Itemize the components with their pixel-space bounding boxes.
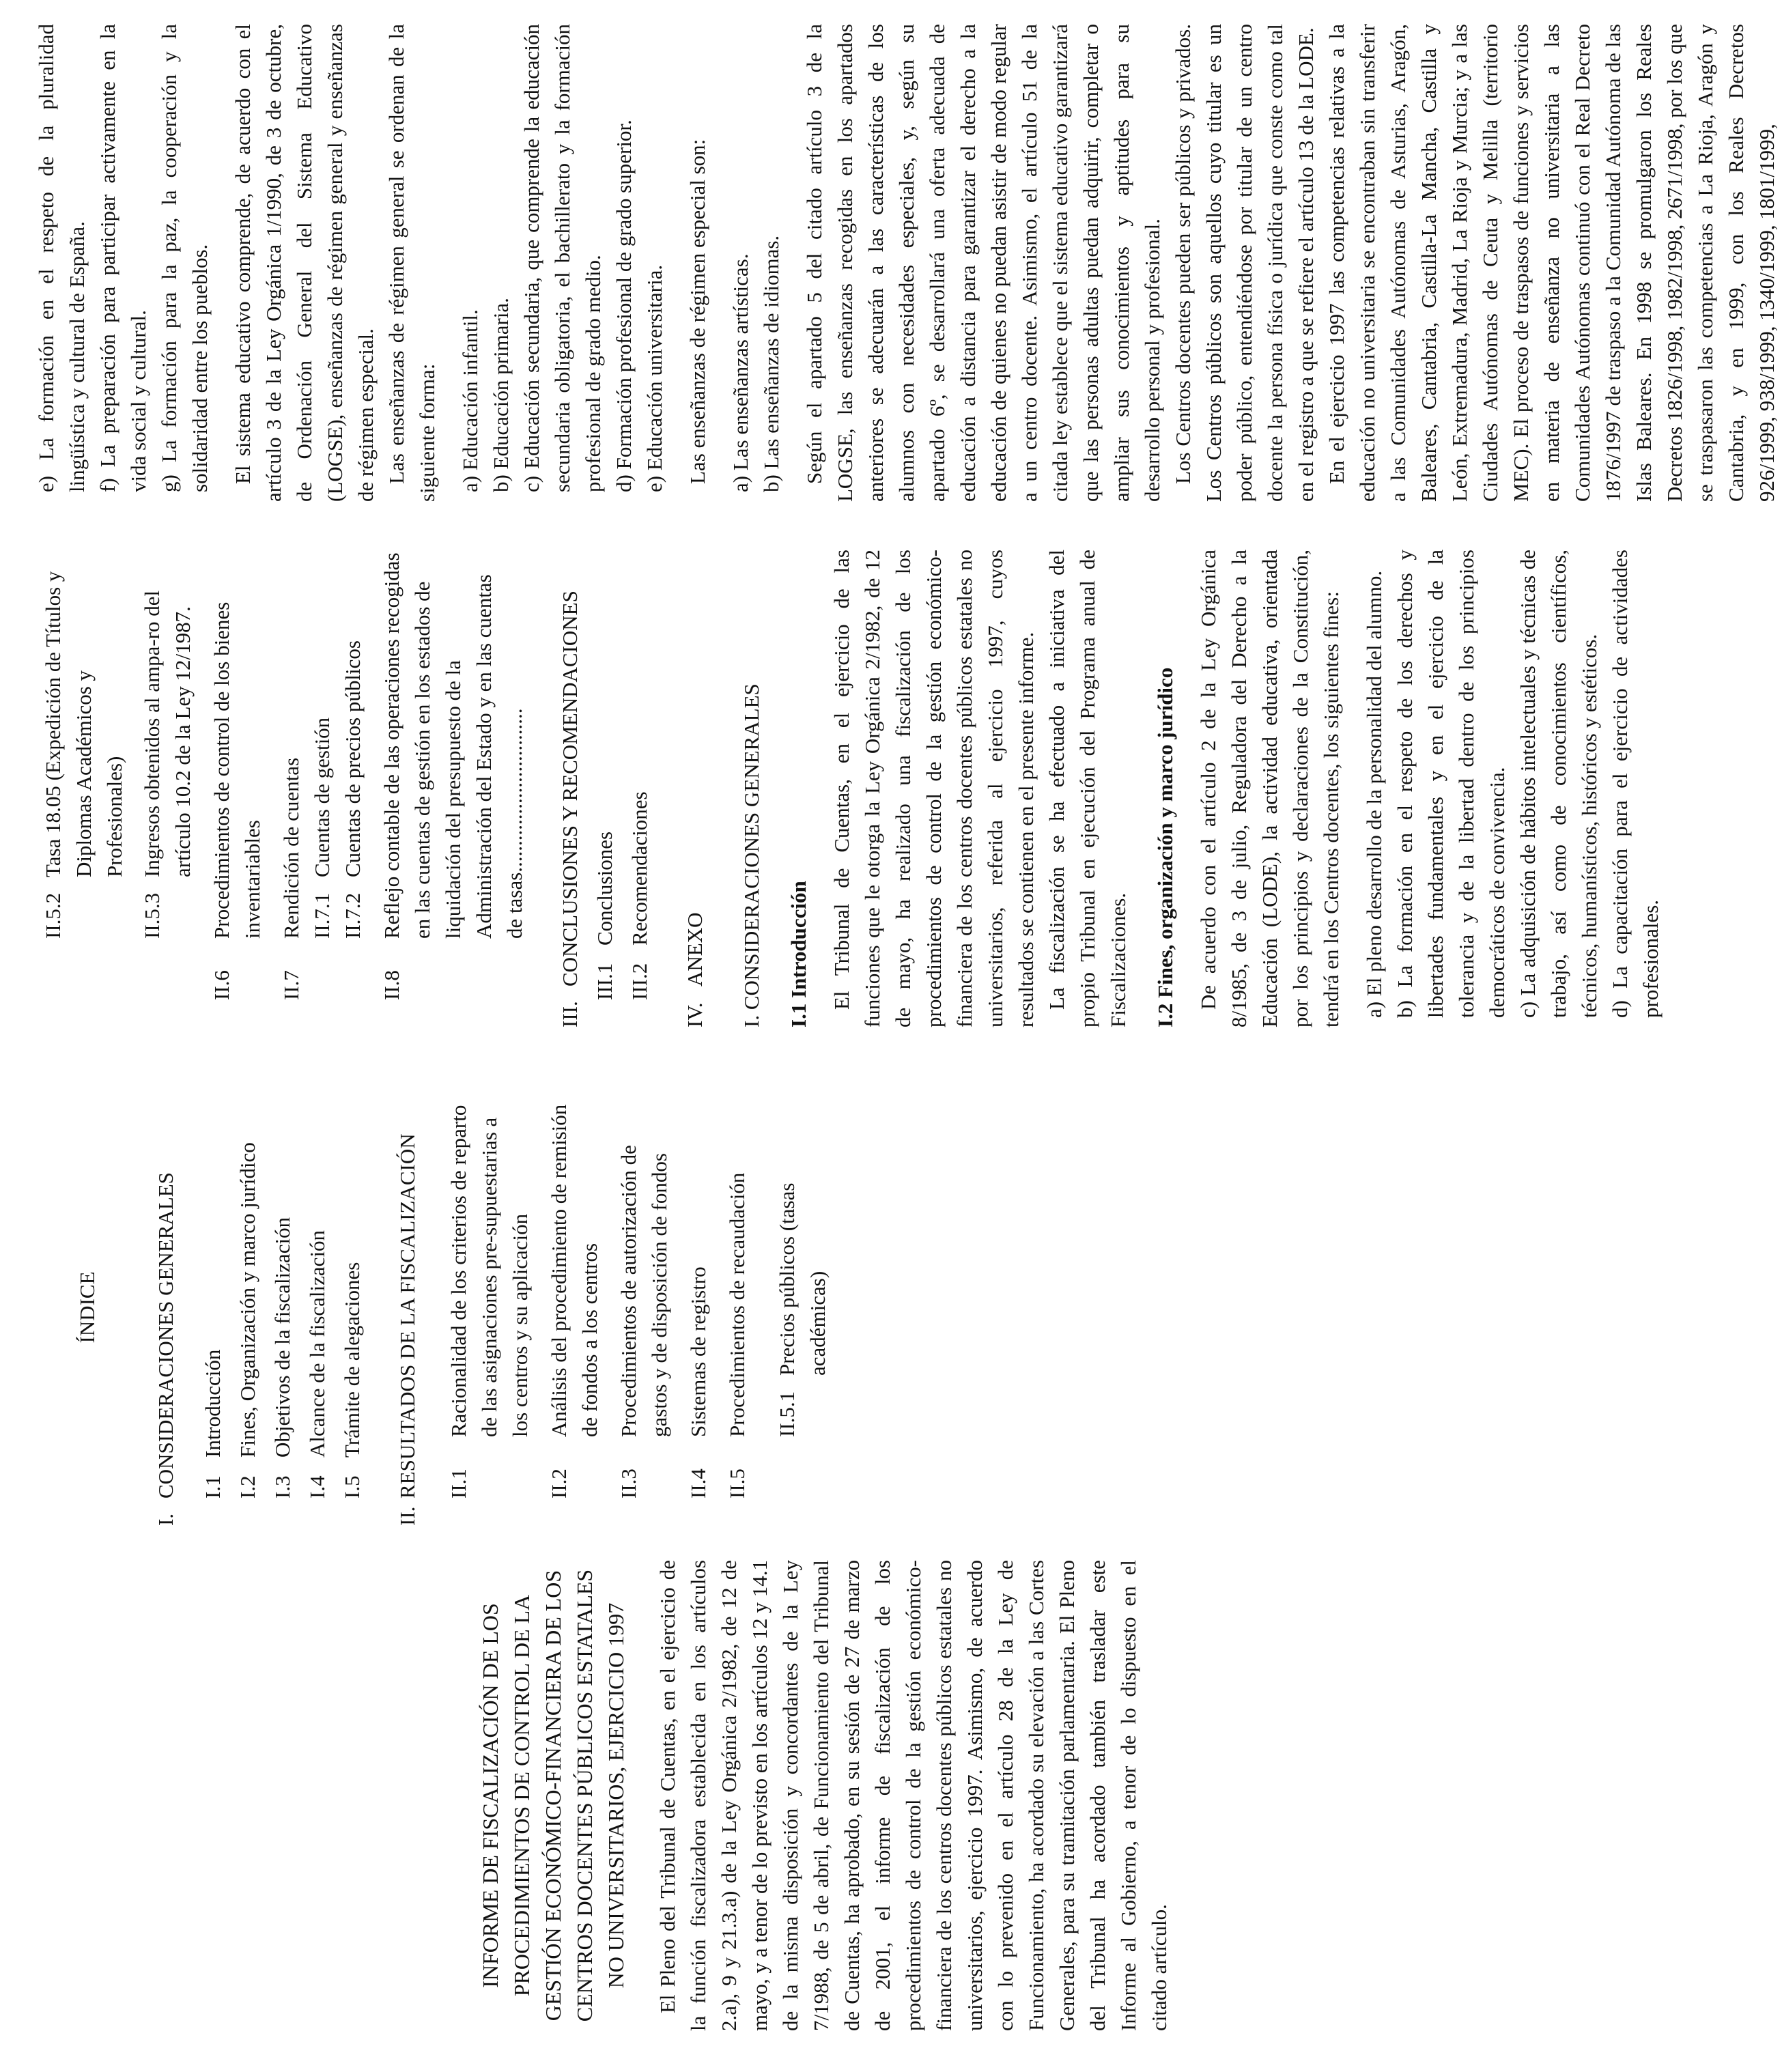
index-label: Análisis del procedimiento de remisión de fondos a los centros [547,1104,602,1437]
body-paragraph: En el ejercicio 1997 las competencias relativas a la educación no universitaria se encontraban sin transferir a las Comunidades Autónomas de Asturias, Aragón, Baleares, Cantabria, Castilla-La Mancha, Castilla y León, Extremadura, Madrid, La Rioja y Murcia; y a las Ciudades Autónomas de Ceuta y Melilla (territorio MEC). El proceso de traspasos de funciones y servicios en materia de enseñanza no universitaria a las Comunidades Autónomas continuó con el Real Decreto 1876/1997 de traspaso a la Comunidad Autónoma de las Islas Baleares. En 1998 se promulgaron los Reales Decretos 1826/1998, 1982/1998, 2671/1998, por los que se traspasaron las competencias a La Rioja, Aragón y Cantabria, y en 1999, con los Reales Decretos 926/1999, 938/1999, 1340/1999, 1801/1999, [1325,23,1779,502]
index-label: Procedimientos de autorización de gastos y de disposición de fondos [617,1145,671,1437]
index-item [276,550,307,1027]
list-item: d) Formación profesional de grado superior. [612,119,636,492]
index-item [302,1089,333,1526]
index-label: Trámite de alegaciones [340,1262,364,1458]
index-label: Rendición de cuentas [279,757,303,939]
index-num: II.8 [380,970,404,1000]
body-paragraph: Según el apartado 5 del citado artículo 3 de la LOGSE, las enseñanzas recogidas en los apartados anteriores se adecuarán a las características de los alumnos con necesidades especiales, y, según su apartado 6º, se desarrollará una oferta adecuada de educación a distancia para garantizar el derecho a la educación de quienes no puedan asistir de modo regular a un centro docente. Asimismo, el artículo 51 de la citada ley establece que el sistema educativo garantizará que las personas adultas puedan adquirir, completar o ampliar sus conocimientos y aptitudes para su desarrollo personal y profesional. [802,24,1164,502]
index-label: Alcance de la fiscalización [305,1230,329,1458]
index-subitem [337,550,368,1027]
index-subitem [137,550,198,1027]
index-item [267,1089,298,1526]
index-label: Cuentas de precios públicos [341,640,365,877]
list-item: e) La formación en el respeto de la pluralidad lingüística y cultural de España. [34,24,89,492]
list-item: d) La capacitación para el ejercicio de actividades profesionales. [1608,550,1663,1018]
index-label: Reflejo contable de las operaciones recogidas en las cuentas de gestión en los estados de liquidación del presupuesto de la Administración del Estado y en las cuentas de tasas............................... [380,552,526,939]
index-num: II.1 [447,1468,470,1499]
report-title: INFORME DE FISCALIZACIÓN DE LOS PROCEDIMIENTOS DE CONTROL DE LA GESTIÓN ECONÓMICO-FINANCIERA DE LOS CENTROS DOCENTES PÚBLICOS ESTATALES NO UNIVERSITARIOS, EJERCICIO 1997 [478,1569,628,2022]
index-item [376,550,530,1027]
intro-paragraph: El Pleno del Tribunal de Cuentas, en el ejercicio de la función fiscalizadora establecida en los artículos 2.a), 9 y 21.3.a) de la Ley Orgánica 2/1982, de 12 de mayo, y a tenor de lo previsto en los artículos 12 y 14.1 de la misma disposición y concordantes de la Ley 7/1988, de 5 de abril, de Funcionamiento del Tribunal de Cuentas, ha aprobado, en su sesión de 27 de marzo de 2001, el informe de fiscalización de los procedimientos de control de la gestión económico-financiera de los centros docentes públicos estatales no universitarios, ejercicio 1997. Asimismo, de acuerdo con lo prevenido en el artículo 28 de la Ley de Funcionamiento, ha acordado su elevación a las Cortes Generales, para su tramitación parlamentaria. El Pleno del Tribunal ha acordado también trasladar este Informe al Gobierno, a tenor de lo dispuesto en el citado artículo. [655,1560,1171,2031]
index-label: Precios públicos (tasas académicas) [775,1182,830,1376]
index-num: II.2 [547,1468,571,1499]
index-column [31,1089,1553,1526]
index-item [722,1089,752,1526]
index-item [624,550,655,1027]
index-section-2 [392,1089,423,1526]
index-item [232,1089,263,1526]
list-item: e) Educación universitaria. [642,264,666,492]
index-item [206,550,268,1027]
index-subitem [38,550,130,1027]
body-paragraph: Las enseñanzas de régimen especial son: [685,139,709,484]
index-num: I.3 [270,1475,294,1499]
index-label: Cuentas de gestión [310,717,334,877]
list-item: a) Educación infantil. [458,309,482,492]
index-section-4 [679,550,710,1027]
body-paragraph: La fiscalización se ha efectuado a iniciativa del propio Tribunal en ejecución del Programa anual de Fiscalizaciones. [1045,550,1130,1027]
index-section-1 [150,1089,181,1526]
body-paragraph: Los Centros docentes pueden ser públicos y privados. Los Centros públicos son aquellos cuyo titular es un poder público, entendiéndose por titular de un centro docente la persona física o jurídica que conste como tal en el registro a que se refiere el artículo 13 de la LODE. [1171,24,1318,502]
index-num: II.7.2 [341,892,365,939]
index-label: Introducción [201,1349,225,1458]
list-item: c) La adquisición de hábitos intelectuales y técnicas de trabajo, así como de conocimientos científicos, técnicos, humanísticos, históricos y estéticos. [1516,550,1601,1018]
index-num: II.7 [279,970,303,1000]
index-label: ANEXO [683,912,707,987]
index-num: III.2 [627,963,651,1000]
index-num: I.4 [305,1475,329,1499]
index-label: Sistemas de registro [686,1266,710,1437]
index-label: Fines, Organización y marco jurídico [236,1142,259,1458]
index-num: II.5.2 [41,892,65,939]
index-label: Tasa 18.05 (Expedición de Títulos y Diplomas Académicos y Profesionales) [41,571,126,877]
index-item [543,1089,605,1526]
list-item: b) La formación en el respeto de los derechos y libertades fundamentales y en el ejercicio de la tolerancia y de la libertad dentro de los principios democráticos de convivencia. [1393,550,1509,1018]
subsection-heading: I.2 Fines, organización y marco jurídico [1153,667,1177,1027]
index-subitem [307,550,337,1027]
index-num: II.7.1 [310,892,334,939]
index-section-3 [554,550,585,1027]
index-num: III.1 [593,963,617,1000]
index-num: II.5.3 [140,892,164,939]
index-label: CONSIDERACIONES GENERALES [154,1172,178,1499]
index-item [613,1089,675,1526]
index-num: I.5 [340,1475,364,1499]
index-title: ÍNDICE [75,1271,99,1344]
index-label: Objetivos de la fiscalización [270,1217,294,1458]
body-paragraph: El sistema educativo comprende, de acuerdo con el artículo 3 de la Ley Orgánica 1/1990, de 3 de octubre, de Ordenación General del Sistema Educativo (LOGSE), enseñanzas de régimen general y enseñanzas de régimen especial. [231,24,378,502]
list-item: g) La formación para la paz, la cooperación y la solidaridad entre los pueblos. [157,24,212,492]
index-label: Procedimientos de control de los bienes inventariables [210,601,264,939]
subsection-heading: I.1 Introducción [787,881,810,1027]
list-item: b) Las enseñanzas de idiomas. [759,235,783,492]
body-paragraph: De acuerdo con el artículo 2 de la Ley Orgánica 8/1985, de 3 de julio, Reguladora del Derecho a la Educación (LODE), la actividad educativa, orientada por los principios y declaraciones de la Constitución, tendrá en los Centros docentes, los siguientes fines: [1196,550,1343,1027]
list-item: f) La preparación para participar activamente en la vida social y cultural. [96,24,150,492]
list-item: a) El pleno desarrollo de la personalidad del alumno. [1362,570,1386,1018]
index-num: II. [395,1506,419,1526]
list-item: a) Las enseñanzas artísticas. [729,253,752,492]
index-num: II.5.1 [775,1391,799,1437]
index-num: III. [558,1001,582,1027]
index-num: I. [154,1513,178,1526]
index-item [683,1089,713,1526]
list-item: b) Educación primaria. [489,298,513,492]
index-item [443,1089,535,1526]
index-label: RESULTADOS DE LA FISCALIZACIÓN [395,1133,419,1499]
index-num: II.6 [210,970,234,1000]
index-num: I.2 [236,1475,259,1499]
index-item [337,1089,367,1526]
body-paragraph: El Tribunal de Cuentas, en el ejercicio de las funciones que le otorga la Ley Orgánica 2/1982, de 12 de mayo, ha realizado una fiscalización de los procedimientos de control de la gestión económico-financiera de los centros docentes públicos estatales no universitarios, referida al ejercicio 1997, cuyos resultados se contienen en el presente informe. [830,550,1038,1027]
index-num: II.5 [725,1468,749,1499]
index-label: CONCLUSIONES Y RECOMENDACIONES [558,591,582,987]
column-1 [31,1560,1553,2031]
index-label: Procedimientos de recaudación [725,1172,749,1437]
index-item [589,550,620,1027]
index-num: IV. [683,1002,707,1027]
body-paragraph: Las enseñanzas de régimen general se ordenan de la siguiente forma: [384,24,439,502]
index-subitem [772,1089,833,1526]
column-3 [31,550,1663,1027]
index-num: I.1 [201,1475,225,1499]
index-label: Ingresos obtenidos al ampa-ro del artículo 10.2 de la Ley 12/1987. [140,590,195,877]
index-label: Racionalidad de los criterios de reparto de las asignaciones pre-supuestarias a los centros y su aplicación [447,1105,532,1437]
index-label: Recomendaciones [627,791,651,946]
column-4 [31,23,1779,502]
index-num: II.4 [686,1468,710,1499]
list-item: c) Educación secundaria, que comprende la educación secundaria obligatoria, el bachillerato y la formación profesional de grado medio. [520,24,605,492]
index-label: Conclusiones [593,831,617,946]
index-num: II.3 [617,1468,640,1499]
section-heading: I. CONSIDERACIONES GENERALES [739,683,763,1027]
index-item [197,1089,228,1526]
